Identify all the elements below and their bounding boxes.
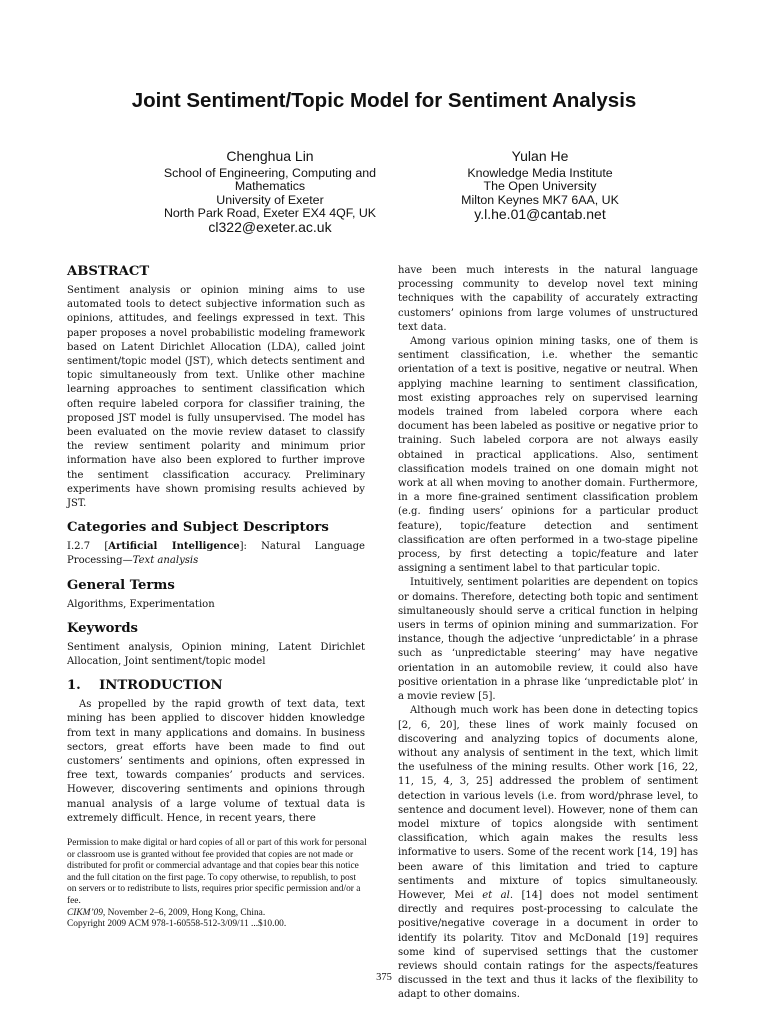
keywords-text: Sentiment analysis, Opinion mining, Latent Dirichlet Allocation, Joint sentiment/topic model — [67, 641, 365, 668]
page-number: 375 — [376, 972, 392, 983]
abstract-heading: ABSTRACT — [67, 264, 150, 279]
author-block-1 — [124, 148, 416, 235]
intro-paragraph-2: Among various opinion mining tasks, one of them is sentiment classification, i.e. whether the semantic orientation of a text is positive, negative or neutral. When applying machine learning to sentiment classification, most existing approaches rely on supervised learning models trained from labeled corpora where each document has been labeled as positive or negative prior to training. Such labeled corpora are not always easily obtained in practical applications. Also, sentiment classification models trained on one domain might not work at all when moving to another domain. Furthermore, in a more fine-grained sentiment classification problem (e.g. finding users’ opinions for a particular product feature), topic/feature detection and sentiment classification are often performed in a two-stage pipeline process, by first detecting a topic/feature and later assigning a sentiment label to that particular topic. — [398, 336, 698, 575]
citation-et-al: et al. — [482, 889, 514, 901]
introduction-heading: 1. INTRODUCTION — [67, 678, 223, 694]
intro-paragraph-4 — [398, 704, 698, 1002]
copyright-line: Copyright 2009 ACM 978-1-60558-512-3/09/11 ...$10.00. — [67, 919, 287, 930]
intro-paragraph-4-part-b: [14] does not model sentiment directly and requires post-processing to calculate the positive/negative coverage in a document in order to identify its polarity. Titov and McDonald [19] requires some kind of supervised settings that the customer reviews should contain ratings for the aspects/features discussed in the text and thus it lacks of the flexibility to adapt to other domains. — [398, 889, 699, 1001]
author-affiliation-line: Mathematics — [234, 179, 306, 194]
left-column — [67, 264, 365, 826]
intro-paragraph-1-continued: have been much interests in the natural language processing community to develop novel text mining techniques with the capability of accurately extracting customers’ opinions from large volumes of unstructured text data. — [398, 265, 698, 333]
categories-text — [67, 540, 365, 568]
general-terms-text: Algorithms, Experimentation — [67, 598, 215, 610]
intro-paragraph-4-part-a: Although much work has been done in detecting topics [2, 6, 20], these lines of work mainly focused on discovering and analyzing topics of documents alone, without any analysis of sentiment in the text, which limit the usefulness of the mining results. Other work [16, 22, 11, 15, 4, 3, 25] addressed the problem of sentiment detection in various levels (i.e. from word/phrase level, to sentence and document level). However, none of them can model mixture of topics alongside with sentiment classification, which again makes the results less informative to users. Some of the recent work [14, 19] has been aware of this limitation and tried to capture sentiments and mixture of topics simultaneously. However, Mei — [398, 705, 698, 901]
category-rest: ]: Natural Language Processing— — [67, 541, 366, 567]
general-terms-heading: General Terms — [67, 577, 175, 593]
author-email: cl322@exeter.ac.uk — [208, 219, 332, 236]
category-label: Artificial Intelligence — [108, 541, 240, 553]
author-affiliation-line: School of Engineering, Computing and — [163, 166, 377, 180]
conference-line — [67, 908, 367, 920]
author-email: y.l.he.01@cantab.net — [474, 205, 606, 222]
intro-paragraph-1: As propelled by the rapid growth of text data, text mining has been applied to discover hidden knowledge from text in many applications and domains. In business sectors, great efforts have been made to find out customers’ sentiments and opinions, often expressed in free text, towards companies’ products and services. However, discovering sentiments and opinions through manual analysis of a large volume of textual data is extremely difficult. Hence, in recent years, there — [67, 699, 365, 824]
author-name: Yulan He — [511, 148, 569, 164]
author-affiliation-line: Milton Keynes MK7 6AA, UK — [461, 192, 619, 207]
intro-paragraph-3: Intuitively, sentiment polarities are dependent on topics or domains. Therefore, detecting both topic and sentiment simultaneously should serve a critical function in helping users in terms of opinion mining and summarization. For instance, though the adjective ‘unpredictable’ in a phrase such as ‘unpredictable steering’ may have negative orientation in an automobile review, it could also have positive orientation in a phrase like ‘unpredictable plot’ in a movie review [5]. — [398, 577, 698, 703]
categories-heading: Categories and Subject Descriptors — [67, 520, 329, 536]
permission-footnote — [67, 838, 367, 931]
paper-title: Joint Sentiment/Topic Model for Sentiment Analysis — [131, 89, 637, 112]
permission-text: Permission to make digital or hard copies of all or part of this work for personal or classroom use is granted without fee provided that copies are not made or distributed for profit or commercial advantage and that copies bear this notice and the full citation on the first page. To copy otherwise, to republish, to post on servers or to redistribute to lists, requires prior specific permission and/or a fee. — [67, 838, 367, 906]
author-affiliation-line: University of Exeter — [216, 192, 324, 207]
author-name: Chenghua Lin — [226, 148, 314, 164]
author-affiliation-line: The Open University — [483, 179, 597, 194]
category-code: I.2.7 [ — [67, 541, 109, 553]
author-affiliation-line: Knowledge Media Institute — [467, 166, 613, 180]
conference-name: CIKM’09, — [67, 907, 106, 918]
right-column — [398, 264, 698, 1003]
conference-details: November 2–6, 2009, Hong Kong, China. — [105, 907, 266, 918]
keywords-heading: Keywords — [67, 620, 138, 636]
author-block-2 — [402, 148, 678, 222]
author-affiliation-line: North Park Road, Exeter EX4 4QF, UK — [163, 205, 377, 220]
category-subject: Text analysis — [132, 555, 199, 567]
abstract-text: Sentiment analysis or opinion mining aims to use automated tools to detect subjective information such as opinions, attitudes, and feelings expressed in text. This paper proposes a novel probabilistic modeling framework based on Latent Dirichlet Allocation (LDA), called joint sentiment/topic model (JST), which detects sentiment and topic simultaneously from text. Unlike other machine learning approaches to sentiment classification which often require labeled corpora for classifier training, the proposed JST model is fully unsupervised. The model has been evaluated on the movie review dataset to classify the review sentiment polarity and minimum prior information have also been explored to further improve the sentiment classification accuracy. Preliminary experiments have shown promising results achieved by JST. — [67, 285, 365, 510]
